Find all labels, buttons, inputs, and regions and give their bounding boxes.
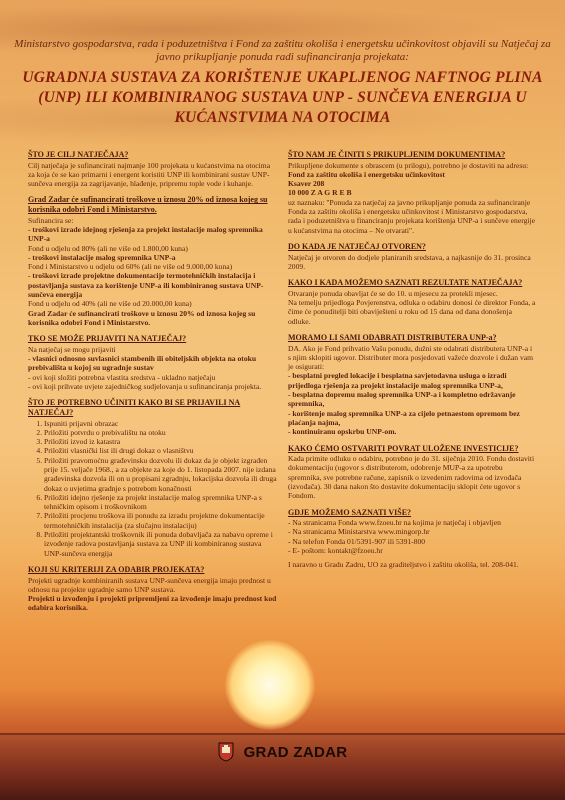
section-text: Grad Zadar će sufinancirati troškove u iznosu 20% od iznosa kojeg su korisnika odobri Fond i Ministarstvo. bbox=[28, 308, 256, 327]
section-who-can-apply bbox=[28, 334, 278, 391]
section-how-to-apply bbox=[28, 398, 278, 558]
section-heading: DO KADA JE NATJEČAJ OTVOREN? bbox=[288, 241, 426, 251]
section-text: uz naznaku: "Ponuda za natječaj za javno prikupljanje ponuda za sufinanciranje Fonda za zaštitu okoliša i energetsku učinkovitost i Ministarstvo gospodarstva, rada i poduzetništva u financiranju projekata korištenja UNP-a i sunčeve energije u kućanstvima na otocima – Ne otvarati". bbox=[288, 197, 535, 235]
section-distributor bbox=[288, 333, 536, 437]
section-text: Na temelju prijedloga Povjerenstva, odluka o odabiru donosi će direktor Fonda, a čime će ponuditelji biti obaviješteni u roku od 15 dana od dana donošenja odluke. bbox=[288, 298, 536, 326]
list-item: 2. Priložiti potvrdu o prebivalištu na otoku bbox=[44, 428, 278, 437]
section-heading: Grad Zadar će sufinancirati troškove u iznosu 20% od iznosa kojeg su korisnika odobri Fond i Ministarstvo. bbox=[28, 195, 268, 215]
section-text: Fond u odjelu od 80% (ali ne više od 1.800,00 kuna) bbox=[28, 243, 188, 253]
requirements-list bbox=[28, 419, 278, 558]
section-text: - troškovi izrade projektne dokumentacije termotehničkih instalacija i postavljanja sustava za korištenje UNP-a ili kombiniranog sustava UNP-sunčeva energija bbox=[28, 271, 264, 300]
list-item: - Na stranicama Ministarstva www.mingorp.hr bbox=[288, 527, 430, 537]
list-item: - Na telefon Fonda 01/5391-907 ili 5391-800 bbox=[288, 536, 426, 546]
section-deadline bbox=[288, 242, 536, 271]
right-column bbox=[288, 150, 536, 577]
section-heading: TKO SE MOŽE PRIJAVITI NA NATJEČAJ? bbox=[28, 334, 187, 344]
section-text: I naravno u Gradu Zadru, UO za graditeljstvo i zaštitu okoliša, tel. 208-041. bbox=[288, 560, 519, 570]
section-text: Fond i Ministarstvo u odjelu od 60% (ali ne više od 9.000,00 kuna) bbox=[28, 262, 233, 272]
section-text: Natječaj je otvoren do dodjele planiranih sredstava, a najkasnije do 31. prosinca 2009. bbox=[288, 252, 531, 271]
section-results bbox=[288, 278, 536, 326]
section-heading: KAKO I KADA MOŽEMO SAZNATI REZULTATE NATJEČAJA? bbox=[288, 278, 523, 288]
section-text: - troškovi izrade idejnog rješenja za projekt instalacije malog spremnika UNP-a bbox=[28, 224, 263, 244]
section-heading: ŠTO JE CILJ NATJEČAJA? bbox=[28, 150, 129, 159]
left-column bbox=[28, 150, 278, 620]
section-more-info bbox=[288, 508, 536, 570]
address-line: Fond za zaštitu okoliša i energetsku učinkovitost bbox=[288, 169, 445, 179]
list-item: - E- poštom: kontakt@fzoeu.hr bbox=[288, 546, 383, 556]
section-heading: ŠTO JE POTREBNO UČINITI KAKO BI SE PRIJAVILI NA NATJEČAJ? bbox=[28, 398, 241, 417]
section-text: Projekti u izvođenju i projekti pripremljeni za izvođenje imaju prednost kod odabira korisnika. bbox=[28, 594, 277, 613]
section-goal bbox=[28, 150, 278, 188]
section-heading: GDJE MOŽEMO SAZNATI VIŠE? bbox=[288, 507, 412, 517]
section-text: - ovi koji složiti potrebna vlastita sredstva - ukladno natječaju bbox=[28, 372, 216, 382]
section-criteria bbox=[28, 565, 278, 613]
list-item: - Na stranicama Fonda www.fzoeu.hr na kojima je natječaj i objavljen bbox=[288, 518, 501, 528]
sunset-sun bbox=[225, 640, 315, 730]
list-item: 4. Priložiti vlasnički list ili drugi dokaz o vlasništvu bbox=[44, 446, 278, 455]
list-item: - besplatna dopremu malog spremnika UNP-a i kompletno održavanje spremnika, bbox=[288, 390, 516, 409]
section-text: Otvaranje ponuda obavljat će se do 10. u mjesecu za protekli mjesec. bbox=[288, 288, 498, 298]
section-text: Fond u odjelu od 40% (ali ne više od 20.000,00 kuna) bbox=[28, 299, 192, 309]
section-cofinancing bbox=[28, 195, 278, 327]
list-item: - korištenje malog spremnika UNP-a za cijelo petnaestom opremom bez plaćanja najma, bbox=[288, 408, 520, 427]
list-item: - kontinuiranu opskrbu UNP-om. bbox=[288, 427, 397, 437]
section-text: Kada primite odluku o odabiru, potrebno je do 31. siječnja 2010. Fondu dostaviti dokumentaciju (ugovor s distributerom, odobrenje MUP-a za upotrebu spremnika, sve potrebne račune, zapisnik o izvedenim radovima od izvođača (izvođača). 30 dana nakon što dostavite dokumentaciju sklopit ćete ugovor s Fondom. bbox=[288, 454, 535, 501]
list-item: 5. Priložiti pravomoćnu građevinsku dozvolu ili dokaz da je objekt izgrađen prije 15. veljače 1968., a za objekte za koje do 1. listopada 2007. nije izdana građevinska dozvola ili on u propisani zgradnju, lokacijska dozvola ili druga dokaz o uvjetima gradnje s potrebom konačnosti bbox=[44, 456, 278, 493]
list-item: 1. Ispuniti prijavni obrazac bbox=[44, 419, 278, 428]
section-text: Prikupljene dokumente s obrascem (u prilogu), potrebno je dostaviti na adresu: bbox=[288, 160, 529, 170]
intro-text: Ministarstvo gospodarstva, rada i poduzetništva i Fond za zaštitu okoliša i energetsku učinkovitost objavili su Natječaj za javno prikupljanje ponuda radi sufinanciranja projekata: bbox=[14, 38, 551, 63]
section-text: Cilj natječaja je sufinancirati najmanje 100 projekata u kućanstvima na otocima za koja će se kao primarni i energent koristiti UNP ili kombinirani sustav UNP-sunčeva energija za zagrijavanje, hlađenje, pripremu tople vode i kuhanje. bbox=[28, 160, 271, 189]
list-item: 6. Priložiti idejno rješenje za projekt instalacije malog spremnika UNP-a s tehničkim opisom i troškovnikom bbox=[44, 493, 278, 512]
list-item: 8. Priložiti projektantski troškovnik ili ponuda dobavljača za nabavu opreme i izvođenje radova postavljanja sustava za UNP ili kombiniranog sustava UNP-sunčeva energija bbox=[44, 530, 278, 558]
section-heading: KAKO ĆEMO OSTVARITI POVRAT ULOŽENE INVESTICIJE? bbox=[288, 443, 519, 453]
section-heading: MORAMO LI SAMI ODABRATI DISTRIBUTERA UNP-a? bbox=[288, 332, 497, 342]
section-heading: ŠTO NAM JE ČINITI S PRIKUPLJENIM DOKUMENTIMA? bbox=[288, 150, 506, 159]
city-crest-icon bbox=[218, 742, 234, 762]
list-item: 7. Priložiti procjenu troškova ili ponudu za izradu projektne dokumentacije termotehničkih instalacija (za slučajnu instalaciju) bbox=[44, 511, 278, 530]
section-text: - troškovi instalacije malog spremnika UNP-a bbox=[28, 252, 176, 262]
poster-header bbox=[10, 38, 555, 128]
section-investment-return bbox=[288, 444, 536, 501]
section-text: - ovi koji prihvate uvjete zajedničkog sudjelovanja u sufinanciranja projekta. bbox=[28, 382, 262, 392]
poster-title: UGRADNJA SUSTAVA ZA KORIŠTENJE UKAPLJENOG NAFTNOG PLINA (UNP) ILI KOMBINIRANOG SUSTAVA UNP - SUNČEVA ENERGIJA U KUĆANSTVIMA NA OTOCIMA bbox=[22, 69, 543, 126]
list-item: 3. Priložiti izvod iz katastra bbox=[44, 437, 278, 446]
section-text: Na natječaj se mogu prijaviti bbox=[28, 344, 116, 354]
section-text: Sufinancira se: bbox=[28, 215, 74, 225]
address-line: Ksaver 208 bbox=[288, 179, 325, 189]
section-text: Projekti ugradnje kombiniranih sustava UNP-sunčeva energija imaju prednost u odnosu na projekte ugradnje samo UNP sustava. bbox=[28, 575, 271, 594]
section-heading: KOJI SU KRITERIJI ZA ODABIR PROJEKATA? bbox=[28, 564, 205, 574]
section-text: DA. Ako je Fond prihvatio Vašu ponudu, dužni ste odabrati distributera UNP-a i s njim sklopiti ugovor. Distributer mora posjedovati važeće dozvole i dužan vam je osigurati: bbox=[288, 343, 534, 372]
section-text: - vlasnici odnosno suvlasnici stambenih ili obiteljskih objekta na otoku prebivališta u kojoj su ugradnje sustav bbox=[28, 354, 257, 373]
section-documents bbox=[288, 150, 536, 235]
city-name: GRAD ZADAR bbox=[243, 743, 348, 761]
list-item: - besplatni pregled lokacije i besplatna savjetodavna usluga o izradi prijedloga rješenja za projekt instalacije malog spremnika UNP-a, bbox=[288, 371, 507, 390]
footer bbox=[0, 742, 565, 762]
address-line: 10 000 Z A G R E B bbox=[288, 188, 352, 198]
